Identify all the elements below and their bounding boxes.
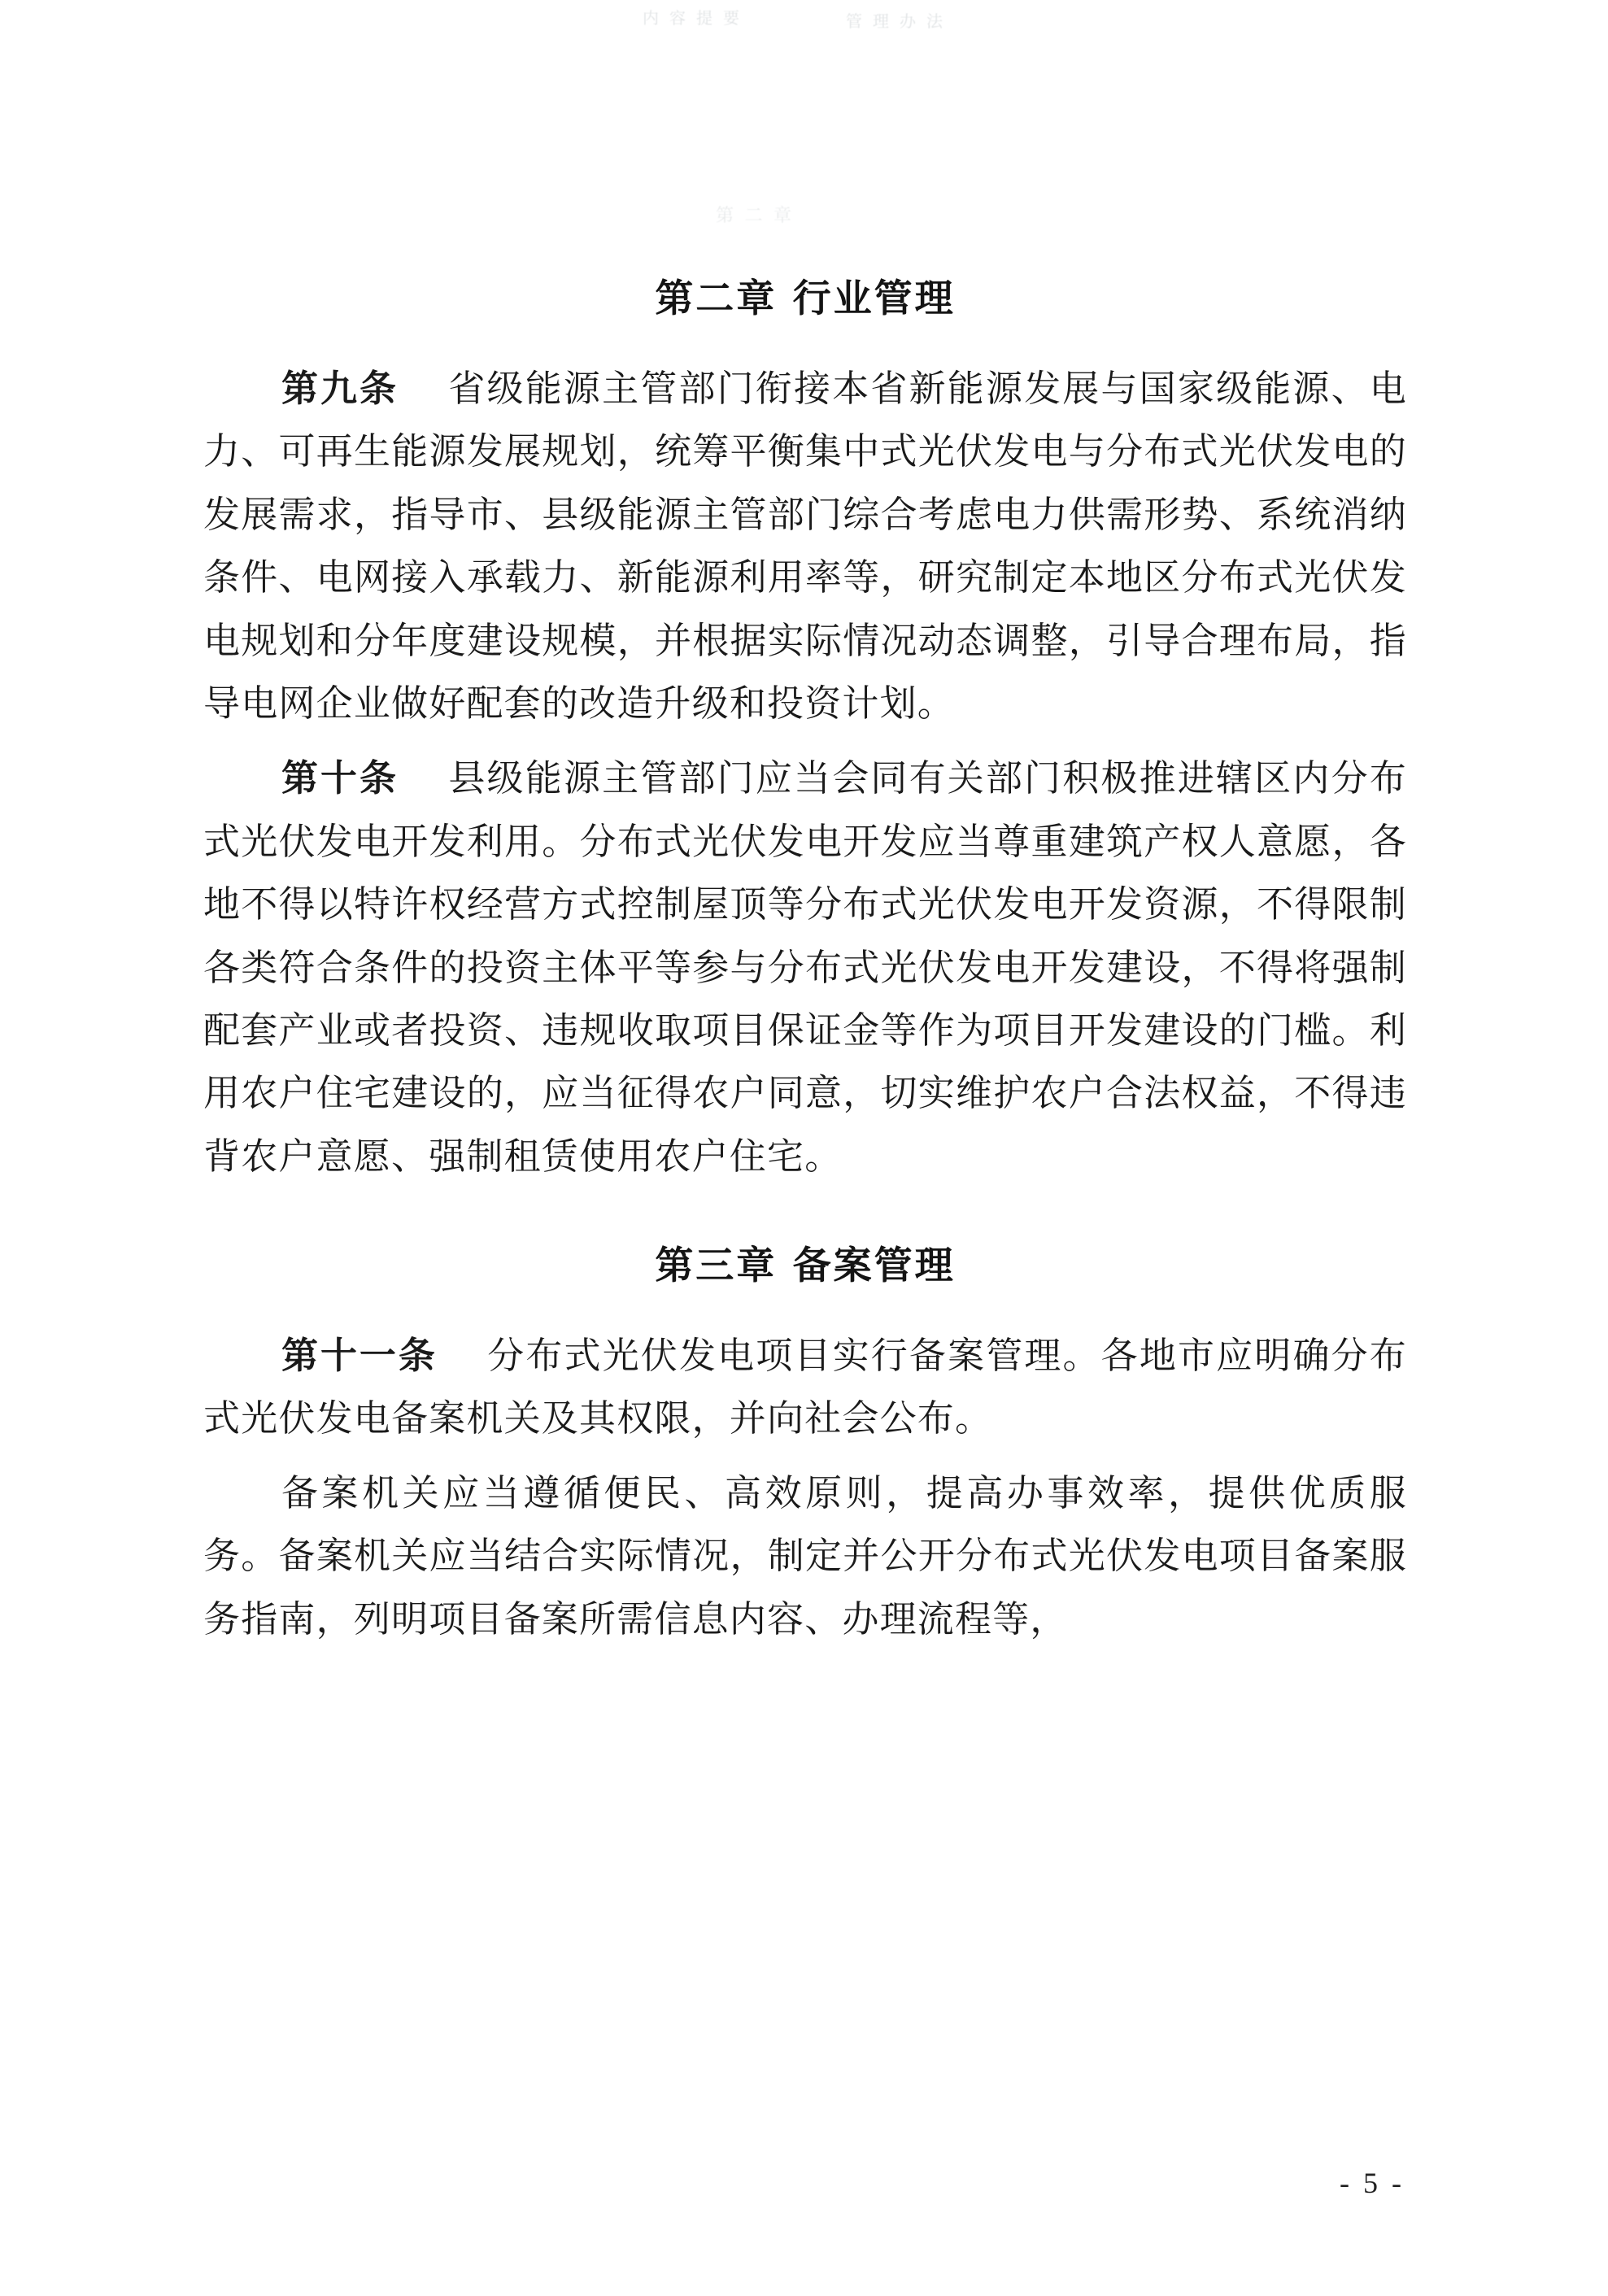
- scan-artifact-top-right: 管 理 办 法: [846, 13, 946, 31]
- article-text-nine: 省级能源主管部门衔接本省新能源发展与国家级能源、电力、可再生能源发展规划，统筹平衡集中式光伏发电与分布式光伏发电的发展需求，指导市、县级能源主管部门综合考虑电力供需形势、系统消纳条件、电网接入承载力、新能源利用率等，研究制定本地区分布式光伏发电规划和分年度建设规模，并根据实际情况动态调整，引导合理布局，指导电网企业做好配套的改造升级和投资计划。: [203, 368, 1407, 724]
- page-number: - 5 -: [1340, 2167, 1405, 2199]
- chapter-heading-two: 第二章 行业管理: [655, 277, 956, 321]
- article-label-nine: 第九条: [281, 367, 438, 410]
- article-label-eleven: 第十一条: [281, 1334, 477, 1378]
- article-text-eleven-cont: 备案机关应当遵循便民、高效原则，提高办事效率，提供优质服务。备案机关应当结合实际情况，制定并公开分布式光伏发电项目备案服务指南，列明项目备案所需信息内容、办理流程等，: [203, 1472, 1407, 1640]
- document-body: [203, 268, 1407, 1651]
- article-label-ten: 第十条: [281, 756, 438, 800]
- article-paragraph-nine: [203, 357, 1407, 735]
- article-text-ten: 县级能源主管部门应当会同有关部门积极推进辖区内分布式光伏发电开发利用。分布式光伏发电开发应当尊重建筑产权人意愿，各地不得以特许权经营方式控制屋顶等分布式光伏发电开发资源，不得限制各类符合条件的投资主体平等参与分布式光伏发电开发建设，不得将强制配套产业或者投资、违规收取项目保证金等作为项目开发建设的门槛。利用农户住宅建设的，应当征得农户同意，切实维护农户合法权益，不得违背农户意愿、强制租赁使用农户住宅。: [203, 758, 1407, 1177]
- scan-artifact-top-left: 内 容 提 要: [643, 10, 743, 28]
- article-paragraph-eleven: [203, 1324, 1407, 1451]
- scan-artifact-mid: 第 二 章: [716, 205, 795, 225]
- article-paragraph-ten: [203, 747, 1407, 1188]
- article-text-eleven: 分布式光伏发电项目实行备案管理。各地市应明确分布式光伏发电备案机关及其权限，并向社会公布。: [203, 1335, 1407, 1440]
- chapter-heading-three: 第三章 备案管理: [655, 1244, 956, 1289]
- article-paragraph-eleven-cont: [203, 1462, 1407, 1651]
